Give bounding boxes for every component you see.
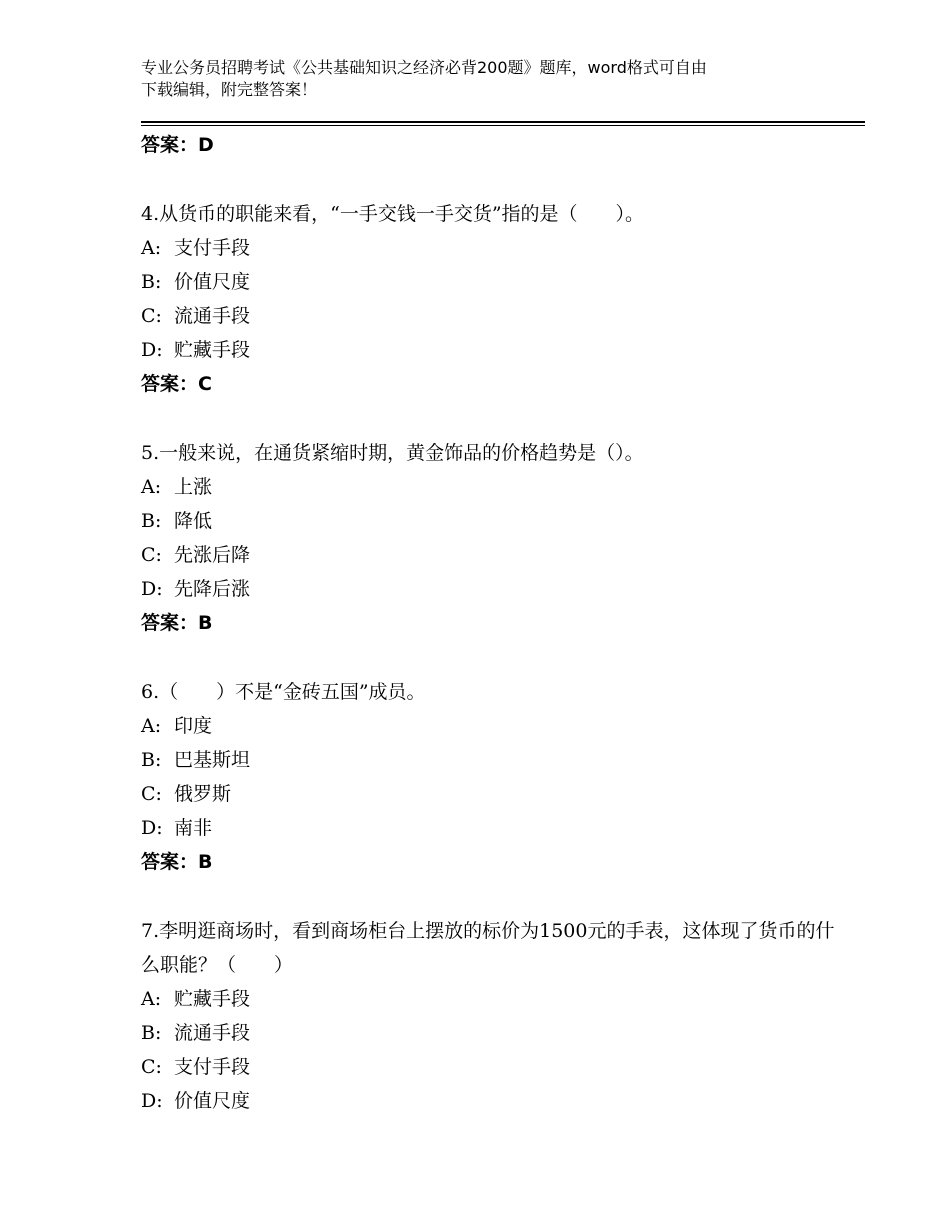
option-text: 巴基斯坦 — [174, 749, 251, 771]
answer-prefix: 答案： — [141, 612, 199, 634]
question-stem: 6.（ ）不是“金砖五国”成员。 — [141, 681, 426, 703]
question-stem: 4.从货币的职能来看，“一手交钱一手交货”指的是（ ）。 — [141, 203, 645, 225]
option-letter: A: — [141, 237, 162, 259]
option-b — [141, 504, 841, 538]
answer-line — [141, 606, 841, 640]
option-c — [141, 538, 841, 572]
answer-prefix: 答案： — [141, 373, 199, 395]
spacer — [141, 879, 841, 914]
option-letter: D: — [141, 817, 163, 839]
option-b — [141, 743, 841, 777]
option-d — [141, 811, 841, 845]
answer-value: D — [198, 134, 214, 156]
header-line-1: 专业公务员招聘考试《公共基础知识之经济必背200题》题库，word格式可自由 — [141, 58, 707, 77]
option-c — [141, 299, 841, 333]
option-letter: A: — [141, 476, 162, 498]
option-d — [141, 333, 841, 367]
document-header — [141, 57, 811, 101]
option-letter: B: — [141, 749, 162, 771]
header-line-2: 下载编辑，附完整答案！ — [141, 80, 318, 99]
header-rule-thin — [141, 125, 865, 126]
answer-line — [141, 128, 841, 162]
option-text: 印度 — [174, 715, 213, 737]
option-text: 先涨后降 — [174, 544, 251, 566]
answer-value: B — [198, 612, 213, 634]
option-text: 贮藏手段 — [174, 339, 251, 361]
question-stem: 5.一般来说，在通货紧缩时期，黄金饰品的价格趋势是（）。 — [141, 442, 644, 464]
answer-line — [141, 845, 841, 879]
option-text: 先降后涨 — [174, 578, 251, 600]
spacer — [141, 162, 841, 197]
question-stem: 7.李明逛商场时，看到商场柜台上摆放的标价为1500元的手表，这体现了货币的什么职能？（ ） — [141, 920, 835, 976]
option-text: 流通手段 — [174, 1022, 251, 1044]
option-a — [141, 982, 841, 1016]
spacer — [141, 640, 841, 675]
option-c — [141, 777, 841, 811]
option-letter: D: — [141, 578, 163, 600]
answer-line — [141, 367, 841, 401]
option-letter: C: — [141, 544, 162, 566]
option-letter: C: — [141, 1056, 162, 1078]
option-a — [141, 231, 841, 265]
answer-value: C — [198, 373, 212, 395]
option-letter: B: — [141, 1022, 162, 1044]
option-b — [141, 265, 841, 299]
option-text: 南非 — [174, 817, 213, 839]
option-text: 价值尺度 — [174, 271, 251, 293]
option-letter: C: — [141, 305, 162, 327]
option-d — [141, 572, 841, 606]
spacer — [141, 401, 841, 436]
option-text: 降低 — [174, 510, 213, 532]
option-a — [141, 709, 841, 743]
option-b — [141, 1016, 841, 1050]
option-letter: D: — [141, 339, 163, 361]
option-text: 价值尺度 — [174, 1090, 251, 1112]
answer-value: B — [198, 851, 213, 873]
answer-prefix: 答案： — [141, 851, 199, 873]
option-letter: A: — [141, 988, 162, 1010]
option-letter: C: — [141, 783, 162, 805]
question-list — [141, 128, 841, 1118]
option-letter: B: — [141, 510, 162, 532]
option-text: 贮藏手段 — [174, 988, 251, 1010]
option-text: 俄罗斯 — [174, 783, 232, 805]
option-c — [141, 1050, 841, 1084]
option-text: 支付手段 — [174, 1056, 251, 1078]
option-a — [141, 470, 841, 504]
option-text: 流通手段 — [174, 305, 251, 327]
option-letter: B: — [141, 271, 162, 293]
option-text: 上涨 — [174, 476, 213, 498]
option-d — [141, 1084, 841, 1118]
answer-prefix: 答案： — [141, 134, 199, 156]
option-letter: A: — [141, 715, 162, 737]
option-letter: D: — [141, 1090, 163, 1112]
header-rule-thick — [141, 121, 865, 123]
option-text: 支付手段 — [174, 237, 251, 259]
